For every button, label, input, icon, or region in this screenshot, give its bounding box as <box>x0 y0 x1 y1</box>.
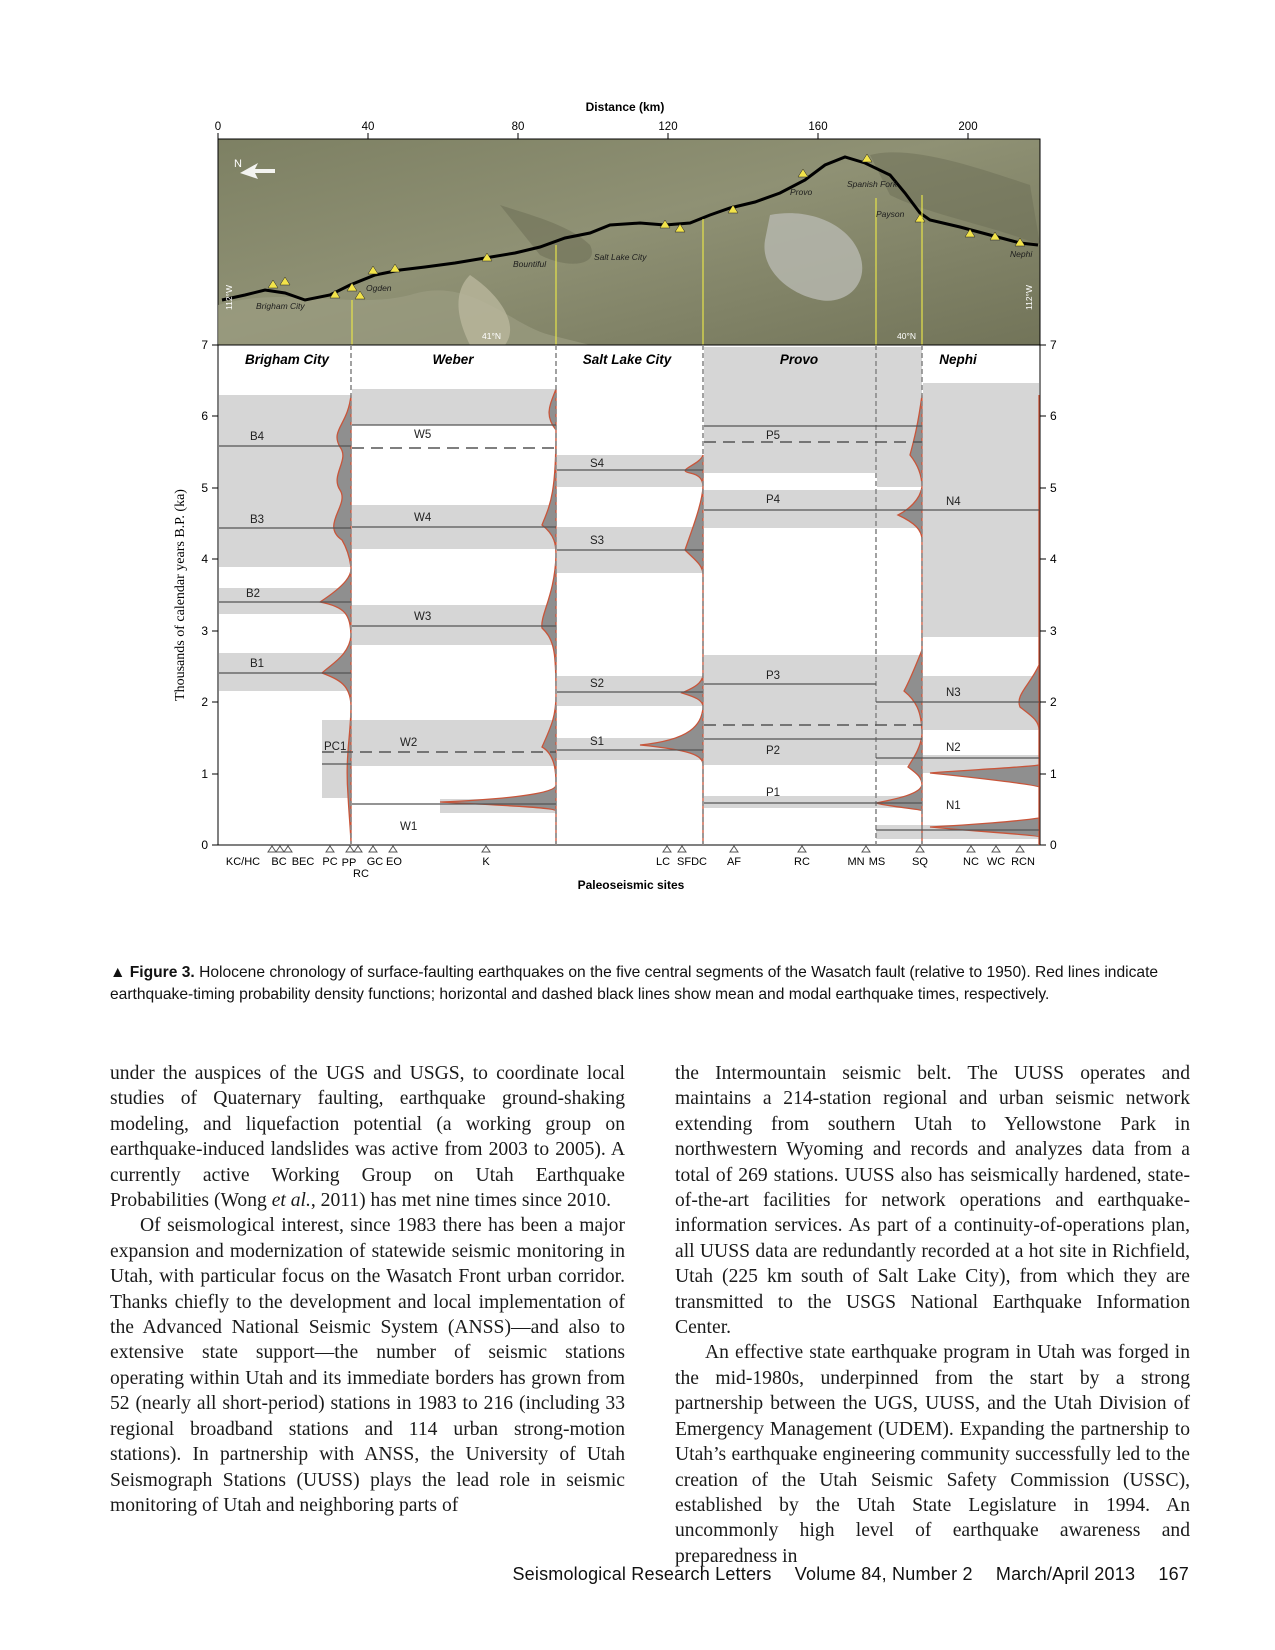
footer-date: March/April 2013 <box>995 1564 1136 1584</box>
segment-nephi: Nephi <box>939 352 977 367</box>
text-run: under the auspices of the UGS and USGS, to coordinate local studies of Quaternary faulting, earthquake ground-shaking modeling, and liquefaction potential (a working group on earthquake-induced landslides was active from 2003 to 2005). A currently active Working Group on Utah Earthquake Probabilities (Wong <box>110 1063 625 1212</box>
event-w3: W3 <box>414 611 432 623</box>
footer-journal: Seismological Research Letters <box>512 1564 772 1584</box>
map-label-brigham: Brigham City <box>256 301 305 311</box>
page-number: 167 <box>1158 1564 1189 1584</box>
y-tick-6: 6 <box>201 409 208 423</box>
segment-salt-lake-city: Salt Lake City <box>582 352 672 367</box>
map-label-payson: Payson <box>876 209 905 219</box>
wasatch-chronology-figure <box>170 95 1110 945</box>
y-axis-label: Thousands of calendar years B.P. (ka) <box>173 489 188 701</box>
top-tick-40: 40 <box>361 121 375 133</box>
map-label-lon-left: 112°W <box>224 285 234 310</box>
site-label: K <box>482 856 490 868</box>
top-tick-80: 80 <box>511 121 525 133</box>
caption-label: ▲ Figure 3. <box>110 964 195 981</box>
y-tick-3: 3 <box>201 624 208 638</box>
site-label: LC <box>655 856 671 868</box>
map-label-ogden: Ogden <box>366 283 392 293</box>
top-tick-160: 160 <box>808 121 828 133</box>
page-footer <box>494 1564 1189 1585</box>
chronology-panel <box>173 338 1057 892</box>
top-axis-label: Distance (km) <box>585 100 665 114</box>
body-paragraph: the Intermountain seismic belt. The UUSS operates and maintains a 214-station regional and urban seismic network extending from southern Utah to Yellowstone Park in northwestern Wyoming and records and analyzes data from a total of 269 stations. UUSS also has seismically hardened, state-of-the-art facilities for network operations and earthquake-information services. As part of a continuity-of-operations plan, all UUSS data are redundantly recorded at a hot site in Richfield, Utah (225 km south of Salt Lake City), from which they are transmitted to the USGS National Earthquake Information Center. <box>675 1063 1190 1339</box>
x-axis-label: Paleoseismic sites <box>577 878 685 892</box>
top-tick-0: 0 <box>214 121 222 133</box>
segment-weber: Weber <box>432 352 474 367</box>
top-tick-120: 120 <box>658 121 678 133</box>
map-label-lat40: 40°N <box>897 331 916 341</box>
map-label-provo: Provo <box>790 187 813 197</box>
segment-provo: Provo <box>779 352 819 367</box>
map-label-lon-right: 112°W <box>1024 285 1034 310</box>
site-label: RC <box>794 856 810 868</box>
site-label: MN <box>847 856 865 868</box>
event-b1: B1 <box>250 658 265 670</box>
caption-text: Holocene chronology of surface-faulting earthquakes on the five central segments of the Wasatch fault (relative to 1950). Red lines indicate earthquake-timing probability density functions; horizontal and dashed black lines show mean and modal earthquake times, respectively. <box>110 964 1159 1003</box>
event-p2: P2 <box>766 745 781 757</box>
site-label: AF <box>726 856 742 868</box>
site-label: PC <box>322 856 338 868</box>
event-w5: W5 <box>414 429 432 441</box>
figure-caption <box>110 962 1190 1006</box>
event-n2: N2 <box>946 742 961 754</box>
event-w1: W1 <box>400 821 418 833</box>
y-tick-1: 1 <box>201 767 208 781</box>
segment-brigham-city: Brigham City <box>244 352 330 367</box>
y-tick-right-4: 4 <box>1050 552 1057 566</box>
top-tick-200: 200 <box>958 121 978 133</box>
footer-volume: Volume 84, Number 2 <box>794 1564 973 1584</box>
event-b4: B4 <box>250 431 265 443</box>
event-p5: P5 <box>766 430 781 442</box>
map-label-bountiful: Bountiful <box>513 259 547 269</box>
y-tick-right-7: 7 <box>1050 338 1057 352</box>
event-s4: S4 <box>590 458 605 470</box>
site-label: BEC <box>291 856 315 868</box>
map-label-spanish-fork: Spanish Fork <box>847 179 898 189</box>
y-tick-right-2: 2 <box>1050 695 1057 709</box>
event-p4: P4 <box>766 494 781 506</box>
body-paragraph: An effective state earthquake program in Utah was forged in the mid-1980s, underpinned from the start by a strong partnership between the UGS, UUSS, and the Utah Division of Emergency Management (UDEM). Expanding the partnership to Utah’s earthquake engineering community successfully led to the creation of the Utah Seismic Safety Commission (USSC), established by the Utah State Legislature in 1994. An uncommonly high level of earthquake awareness and preparedness in <box>675 1342 1190 1567</box>
y-tick-5: 5 <box>201 481 208 495</box>
y-tick-right-3: 3 <box>1050 624 1057 638</box>
site-label: KC/HC <box>225 856 261 868</box>
site-triangles <box>268 846 1024 852</box>
map-label-slc: Salt Lake City <box>594 252 647 262</box>
site-label: SFDC <box>677 856 707 868</box>
event-s2: S2 <box>590 678 605 690</box>
event-n1: N1 <box>946 800 961 812</box>
site-label: EO <box>386 856 402 868</box>
event-n3: N3 <box>946 687 961 699</box>
event-b2: B2 <box>246 588 261 600</box>
site-label: BC <box>271 856 287 868</box>
map-label-north: N <box>234 158 242 170</box>
site-label: SQ <box>912 856 928 868</box>
map-label-nephi: Nephi <box>1010 249 1033 259</box>
y-tick-right-0: 0 <box>1050 838 1057 852</box>
body-paragraph <box>110 1061 625 1213</box>
event-b3: B3 <box>250 514 265 526</box>
body-column-right <box>675 1061 1190 1569</box>
map-label-lat41: 41°N <box>482 331 501 341</box>
event-s3: S3 <box>590 535 605 547</box>
y-tick-7: 7 <box>201 338 208 352</box>
site-label: GC <box>366 856 384 868</box>
event-n4: N4 <box>946 496 961 508</box>
body-paragraph: Of seismological interest, since 1983 there has been a major expansion and modernization of statewide seismic monitoring in Utah, with particular focus on the Wasatch Front urban corridor. Thanks chiefly to the development and local implementation of the Advanced National Seismic System (ANSS)—and also to extensive state support—the number of seismic stations operating within Utah and its immediate borders has grown from 52 (nearly all short-period) stations in 1983 to 216 (including 33 regional broadband stations and 114 urban strong-motion stations). In partnership with ANSS, the University of Utah Seismograph Stations (UUSS) plays the lead role in seismic monitoring of Utah and neighboring parts of <box>110 1215 625 1516</box>
figure-3 <box>170 95 1110 945</box>
event-p1: P1 <box>766 787 781 799</box>
site-label: NC <box>963 856 979 868</box>
text-run: , 2011) has met nine times since 2010. <box>310 1190 612 1212</box>
event-w2: W2 <box>400 737 418 749</box>
site-label: MS <box>868 856 886 868</box>
text-run-italic: et al. <box>271 1190 311 1212</box>
event-pc1: PC1 <box>324 741 347 753</box>
y-tick-0: 0 <box>201 838 208 852</box>
event-s1: S1 <box>590 736 605 748</box>
top-axis-ticks <box>215 121 978 133</box>
event-p3: P3 <box>766 670 781 682</box>
site-label: RCN <box>1011 856 1035 868</box>
site-label: WC <box>986 856 1006 868</box>
y-tick-right-6: 6 <box>1050 409 1057 423</box>
y-tick-4: 4 <box>201 552 208 566</box>
event-w4: W4 <box>414 512 432 524</box>
y-tick-right-1: 1 <box>1050 767 1057 781</box>
body-column-left <box>110 1061 625 1518</box>
site-label: RC <box>353 868 369 880</box>
fault-map <box>218 139 1040 345</box>
y-tick-2: 2 <box>201 695 208 709</box>
site-label: PP <box>341 857 357 869</box>
y-tick-right-5: 5 <box>1050 481 1057 495</box>
